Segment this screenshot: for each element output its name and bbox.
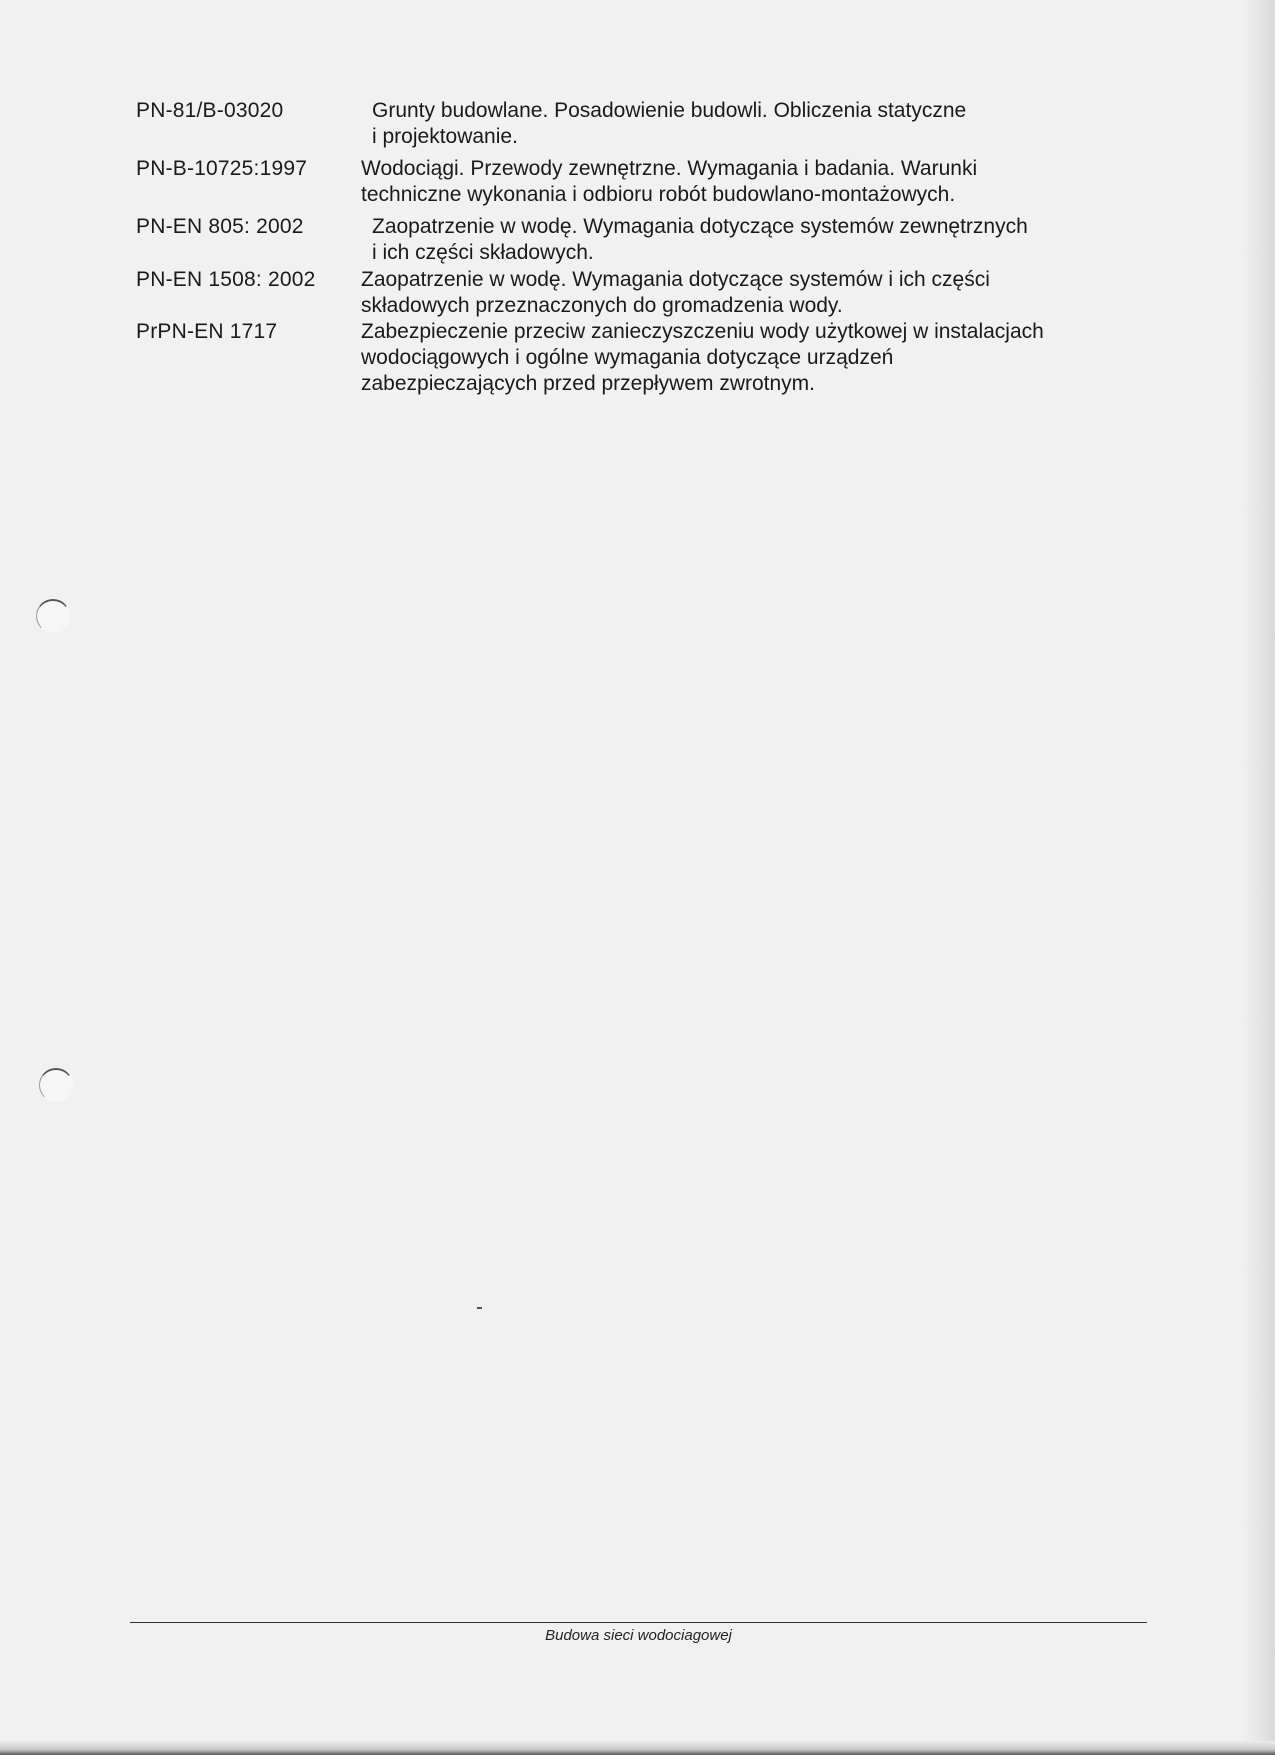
page-bottom-edge bbox=[0, 1741, 1275, 1755]
page-edge bbox=[1241, 0, 1275, 1755]
standard-entry bbox=[136, 267, 1116, 319]
standard-entry bbox=[136, 319, 1116, 399]
standard-description: Grunty budowlane. Posadowienie budowli. Obliczenia statyczne i projektowanie. bbox=[372, 99, 967, 148]
punch-hole bbox=[39, 1068, 73, 1102]
standard-description: Wodociągi. Przewody zewnętrzne. Wymagania i badania. Warunki techniczne wykonania i odbioru robót budowlano-montażowych. bbox=[361, 157, 978, 206]
footer-rule bbox=[130, 1622, 1147, 1623]
standard-code: PN-B-10725:1997 bbox=[136, 157, 308, 180]
standards-list bbox=[136, 98, 1116, 399]
standard-code: PN-EN 1508: 2002 bbox=[136, 268, 316, 291]
standard-entry bbox=[136, 214, 1116, 267]
punch-hole bbox=[36, 599, 70, 633]
standard-description: Zaopatrzenie w wodę. Wymagania dotyczące systemów zewnętrznych i ich części składowych. bbox=[372, 215, 1028, 264]
standard-code: PN-81/B-03020 bbox=[136, 99, 284, 122]
standard-description: Zaopatrzenie w wodę. Wymagania dotyczące systemów i ich części składowych przeznaczonych do gromadzenia wody. bbox=[361, 268, 990, 317]
scan-speck bbox=[477, 1307, 482, 1309]
standard-code: PN-EN 805: 2002 bbox=[136, 215, 304, 238]
standard-code: PrPN-EN 1717 bbox=[136, 320, 278, 343]
footer-title: Budowa sieci wodociagowej bbox=[545, 1627, 732, 1644]
standard-entry bbox=[136, 156, 1116, 214]
standard-description: Zabezpieczenie przeciw zanieczyszczeniu wody użytkowej w instalacjach wodociągowych i ogólne wymagania dotyczące urządzeń zabezpieczających przed przepływem zwrotnym. bbox=[361, 320, 1044, 395]
standard-entry bbox=[136, 98, 1116, 156]
